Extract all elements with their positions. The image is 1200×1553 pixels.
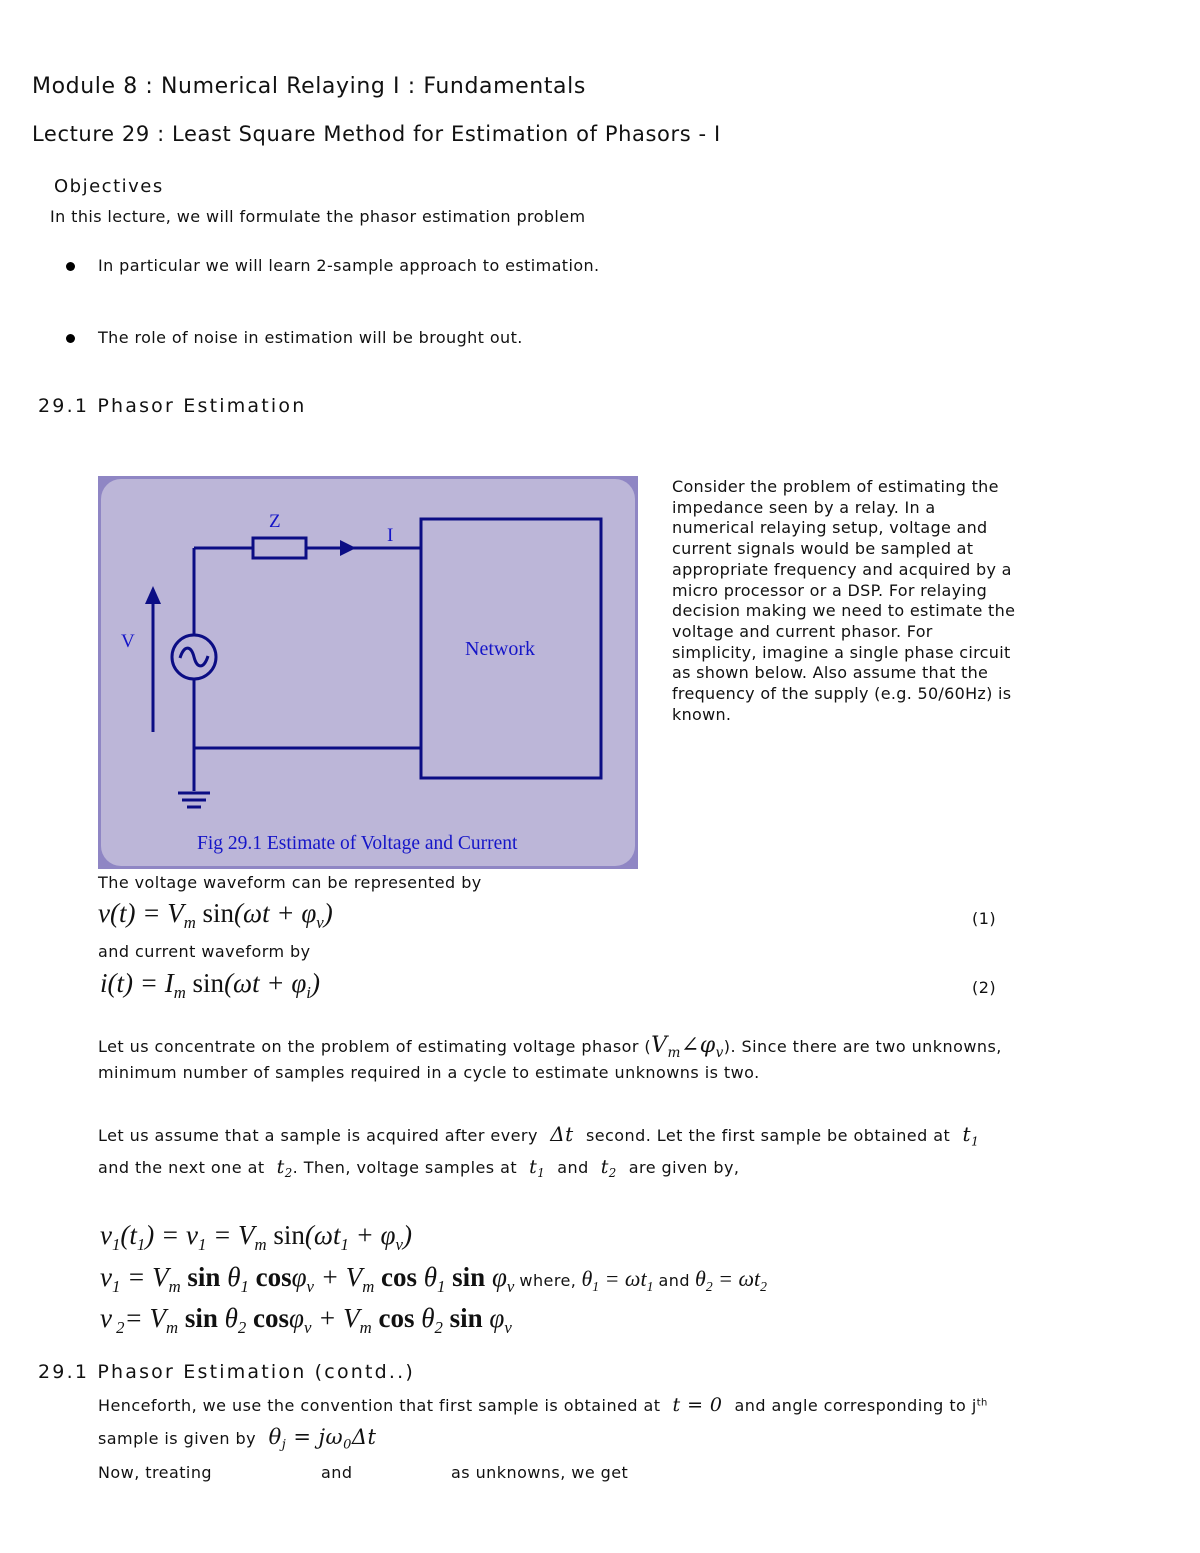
text-fragment: and	[557, 1158, 589, 1177]
figure-panel	[101, 479, 635, 866]
objectives-intro: In this lecture, we will formulate the phasor estimation problem	[50, 207, 586, 226]
section-heading-phasor-estimation: 29.1 Phasor Estimation	[38, 395, 307, 417]
bullet-dot-icon	[66, 334, 75, 343]
text-fragment: and the next one at	[98, 1158, 265, 1177]
theta-j-definition: $\theta_j = j\omega_0\Delta t$	[261, 1425, 377, 1453]
equation-2-number: (2)	[972, 978, 997, 997]
text-fragment: and angle corresponding to j	[734, 1396, 977, 1415]
side-paragraph-line: current signals would be sampled at	[672, 539, 974, 559]
theta1-definition: $\theta_1 = \omega t_1$	[581, 1266, 654, 1294]
circuit-diagram	[98, 476, 638, 869]
text-fragment: and	[321, 1463, 353, 1482]
equation-1-number: (1)	[972, 909, 997, 928]
side-paragraph-line: frequency of the supply (e.g. 50/60Hz) is	[672, 684, 1012, 704]
paragraph-sampling-line-1	[98, 1122, 979, 1148]
equation-sample-2: v $_2= V_m$ $\sin \theta_2$ $\cos\varphi_v + V_m$ $\cos \theta_2$ $\sin \varphi_v$	[100, 1303, 512, 1337]
t1-symbol: $t_1$	[522, 1156, 546, 1181]
t-equals-zero-symbol: t = 0	[666, 1394, 729, 1416]
voltage-label: V	[121, 631, 135, 652]
side-paragraph-line: voltage and current phasor. For	[672, 621, 933, 641]
where-text: where,	[519, 1271, 577, 1290]
equation-sample-1-expanded	[100, 1262, 767, 1297]
side-paragraph	[672, 477, 1072, 725]
objective-bullet-2: The role of noise in estimation will be brought out.	[98, 328, 523, 347]
side-paragraph-line: micro processor or a DSP. For relaying	[672, 580, 988, 600]
side-paragraph-line: known.	[672, 704, 732, 724]
phasor-symbol: $V_m\angle\varphi_v$	[651, 1033, 724, 1061]
current-label: I	[387, 525, 394, 546]
side-paragraph-line: appropriate frequency and acquired by a	[672, 559, 1012, 579]
t2-symbol: $t_2$	[594, 1156, 617, 1181]
bullet-dot-icon	[66, 262, 75, 271]
objective-bullet-1: In particular we will learn 2-sample approach to estimation.	[98, 256, 600, 275]
section2-line-3	[98, 1463, 629, 1482]
section2-line-2	[98, 1425, 376, 1453]
objectives-heading: Objectives	[54, 176, 164, 197]
figure-caption: Fig 29.1 Estimate of Voltage and Current	[197, 833, 518, 854]
circuit-figure	[98, 476, 638, 869]
voltage-intro: The voltage waveform can be represented by	[98, 873, 482, 892]
equation-1: $v(t) = V_m$ $\sin(\omega t + \varphi_v)$	[98, 898, 333, 932]
t1-symbol: $t_1$	[955, 1122, 980, 1149]
paragraph-phasor-line-2: minimum number of samples required in a cycle to estimate unknowns is two.	[98, 1063, 760, 1082]
text-fragment: Let us assume that a sample is acquired after every	[98, 1126, 538, 1145]
t2-symbol: $t_2$	[270, 1156, 293, 1181]
section-heading-phasor-estimation-contd: 29.1 Phasor Estimation (contd..)	[38, 1361, 416, 1383]
side-paragraph-line: as shown below. Also assume that the	[672, 663, 989, 683]
text-fragment: ). Since there are two unknowns,	[723, 1037, 1002, 1056]
side-paragraph-line: decision making we need to estimate the	[672, 601, 1016, 621]
equation-2: $i(t) = I_m$ $\sin(\omega t + \varphi_i)$	[100, 968, 320, 1002]
text-fragment: are given by,	[628, 1158, 740, 1177]
text-fragment: as unknowns, we get	[451, 1463, 629, 1482]
text-fragment: second. Let the first sample be obtained at	[585, 1126, 951, 1145]
text-fragment: sample is given by	[98, 1429, 256, 1448]
delta-t-symbol: Δt	[543, 1122, 581, 1146]
side-paragraph-line: impedance seen by a relay. In a	[672, 497, 936, 517]
theta2-definition: $\theta_2 = \omega t_2$	[695, 1266, 767, 1294]
text-fragment: Henceforth, we use the convention that first sample is obtained at	[98, 1396, 661, 1415]
superscript-th: th	[976, 1397, 988, 1409]
impedance-label: Z	[269, 511, 281, 532]
and-text: and	[658, 1271, 690, 1290]
text-fragment: . Then, voltage samples at	[292, 1158, 518, 1177]
side-paragraph-line: simplicity, imagine a single phase circuit	[672, 642, 1011, 662]
text-fragment: Let us concentrate on the problem of estimating voltage phasor (	[98, 1037, 652, 1056]
lecture-title: Lecture 29 : Least Square Method for Estimation of Phasors - I	[32, 122, 721, 146]
current-intro: and current waveform by	[98, 942, 311, 961]
side-paragraph-line: numerical relaying setup, voltage and	[672, 518, 988, 538]
equation-sample-1: $v_1(t_1) = v_1 = V_m$ $\sin(\omega t_1 + \varphi_v)$	[100, 1220, 412, 1254]
paragraph-phasor-line-1	[98, 1033, 1002, 1061]
paragraph-sampling-line-2	[98, 1156, 739, 1180]
side-paragraph-line: Consider the problem of estimating the	[672, 477, 999, 496]
equation-v1: $v_1 = V_m$ $\sin \theta_1$ $\cos\varphi_v + V_m$ $\cos \theta_1$ $\sin \varphi_v$	[100, 1262, 515, 1296]
network-label: Network	[465, 638, 535, 660]
section2-line-1	[98, 1394, 988, 1416]
text-fragment: Now, treating	[98, 1463, 213, 1482]
module-title: Module 8 : Numerical Relaying I : Fundamentals	[32, 74, 586, 99]
